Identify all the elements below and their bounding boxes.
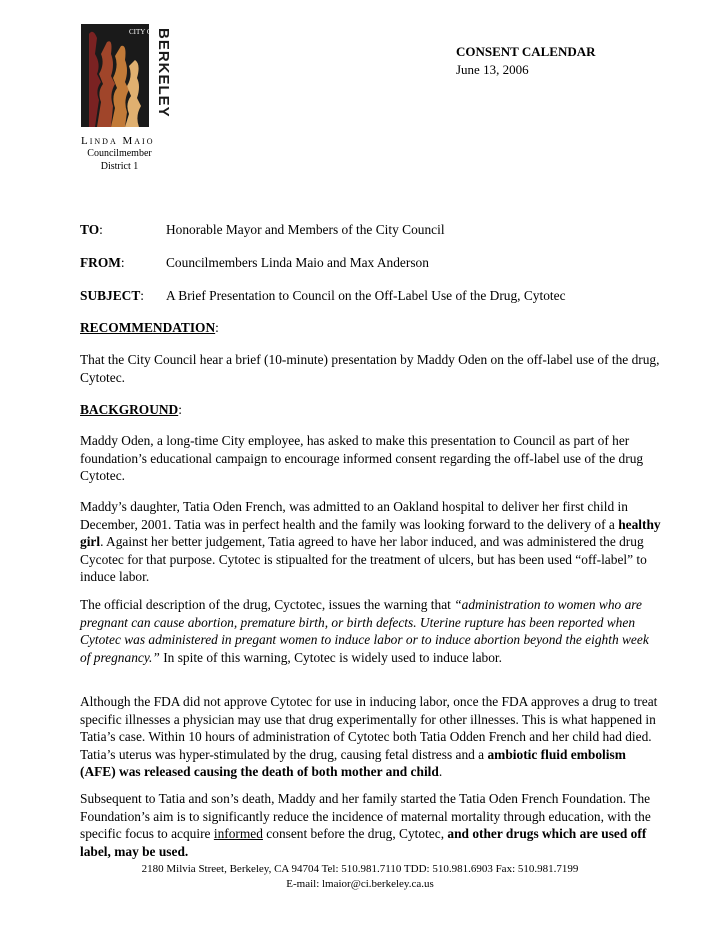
councilmember-title-block	[81, 147, 158, 173]
background-paragraph-2: Maddy’s daughter, Tatia Oden French, was admitted to an Oakland hospital to deliver her first child in December, 2001. Tatia was in perfect health and the family was looking forward to the delivery of a healthy girl. Against her better judgement, Tatia agreed to have her labor induced, and was administered the drug Cycotec for that purpose. Cytotec is stipualted for the treatment of ulcers, but has been used “off-label” to induce labor.	[80, 499, 661, 584]
footer-address: 2180 Milvia Street, Berkeley, CA 94704 Tel: 510.981.7110 TDD: 510.981.6903 Fax: 510.981.7199	[141, 863, 579, 875]
background-paragraph-1: Maddy Oden, a long-time City employee, has asked to make this presentation to Council as part of her foundation’s educational campaign to encourage informed consent regarding the off-label use of the drug Cytotec.	[80, 433, 644, 483]
to-value: Honorable Mayor and Members of the City Council	[166, 222, 445, 237]
from-label: FROM	[80, 255, 121, 270]
to-label: TO	[80, 222, 100, 237]
from-value: Councilmembers Linda Maio and Max Anderson	[166, 255, 429, 270]
logo-berkeley: BERKELEY	[155, 28, 172, 118]
background-paragraph-4: Although the FDA did not approve Cytotec for use in inducing labor, once the FDA approves a drug to treat specific illnesses a physician may use that drug experimentally for other illnesses. This is what happened in Tatia’s case. Within 10 hours of administration of Cytotec both Tatia Odden French and her child had died. Tatia’s uterus was hyper-stimulated by the drug, causing fetal distress and a ambiotic fluid embolism (AFE) was released causing the death of both mother and child.	[80, 694, 658, 779]
memo-date: June 13, 2006	[456, 62, 529, 77]
background-paragraph-3: The official description of the drug, Cyctotec, issues the warning that “administration to women who are pregnant can cause abortion, premature birth, or birth defects. Uterine rupture has been reported when Cytotec was administered in pregant women to induce labor or to induce abortion beyond the eighth week of pregnancy.” In spite of this warning, Cytotec is widely used to induce labor.	[80, 597, 649, 665]
background-paragraph-5: Subsequent to Tatia and son’s death, Maddy and her family started the Tatia Oden French Foundation. The Foundation’s aim is to significantly reduce the incidence of maternal mortality through education, with the specific focus to acquire informed consent before the drug, Cytotec, and other drugs which are used off label, may be used.	[80, 791, 651, 859]
background-heading: BACKGROUND:	[80, 402, 182, 417]
city-of-berkeley-logo	[81, 24, 183, 127]
councilmember-name: LINDA MAIO	[81, 135, 155, 147]
subject-value: A Brief Presentation to Council on the Off-Label Use of the Drug, Cytotec	[166, 288, 566, 303]
logo-city-of: CITY OF	[129, 28, 156, 36]
recommendation-heading: RECOMMENDATION:	[80, 320, 219, 335]
councilmember-title: Councilmember	[87, 148, 152, 159]
recommendation-text: That the City Council hear a brief (10-minute) presentation by Maddy Oden on the off-label use of the drug, Cytotec.	[80, 352, 660, 385]
subject-label: SUBJECT	[80, 288, 141, 303]
consent-calendar-label: CONSENT CALENDAR	[456, 44, 596, 59]
footer-email: E-mail: lmaior@ci.berkeley.ca.us	[286, 878, 434, 890]
councilmember-district: District 1	[100, 161, 139, 172]
